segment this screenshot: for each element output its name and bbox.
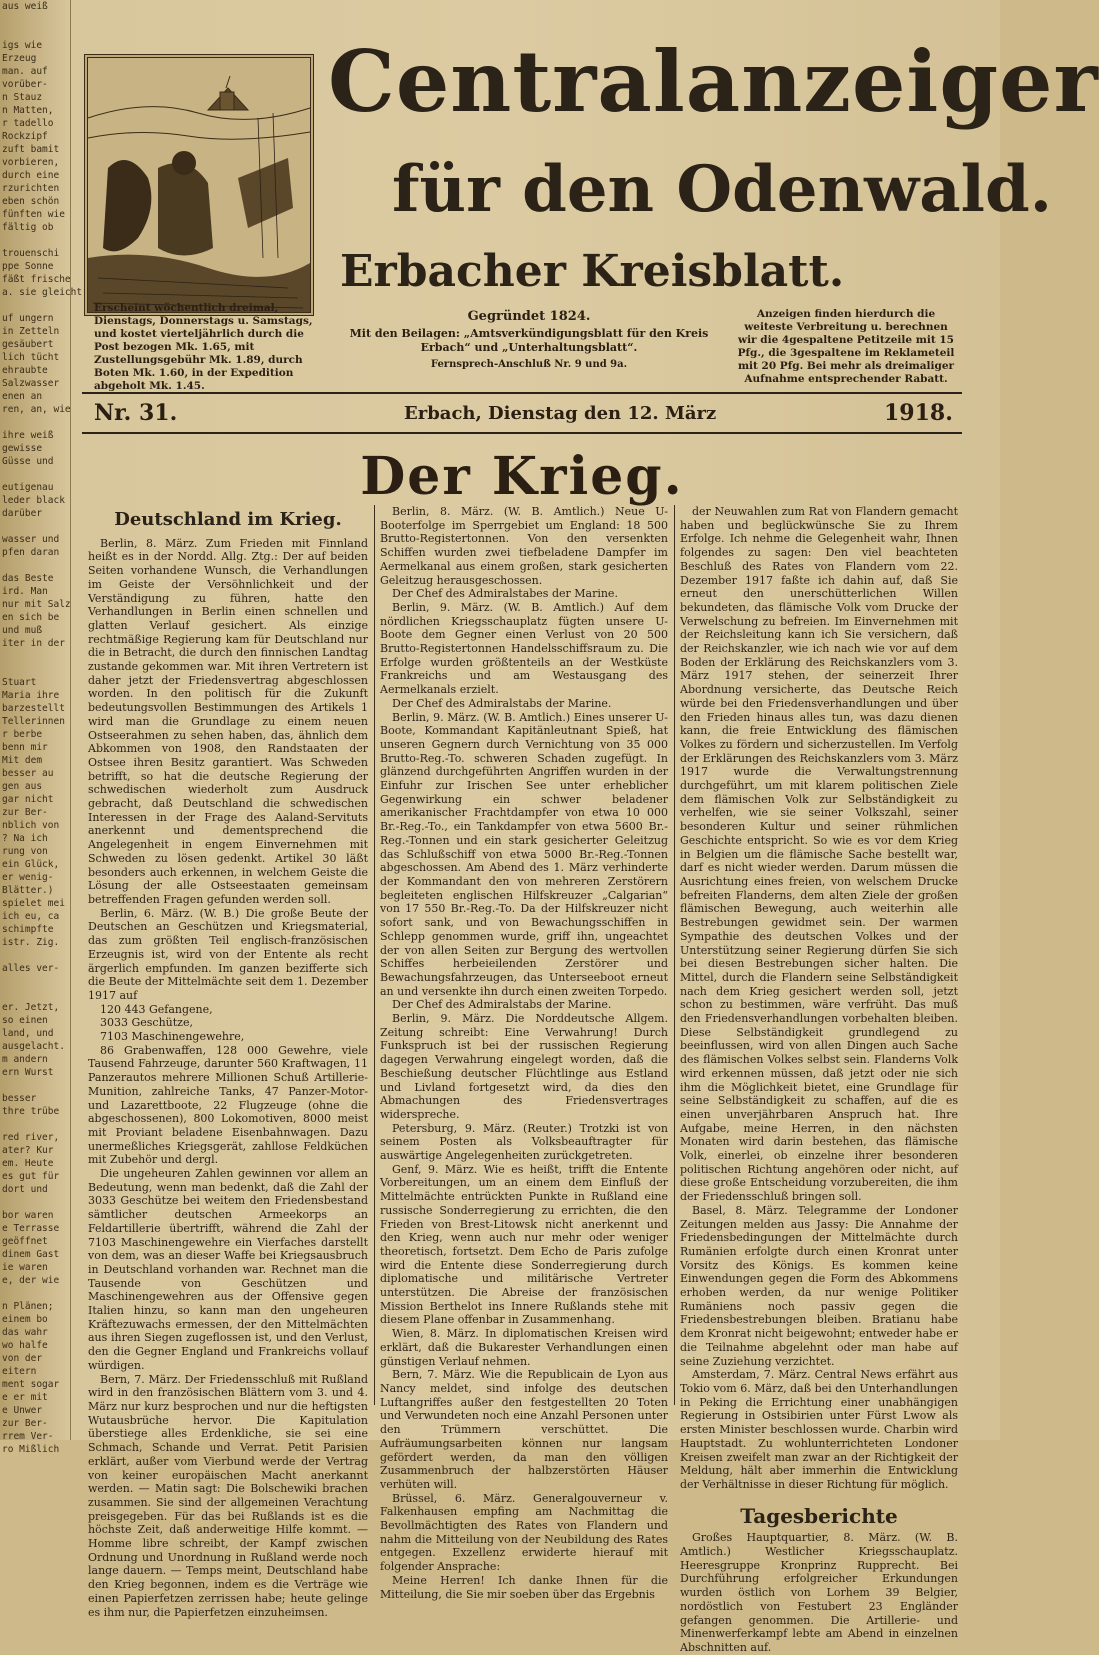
column-1 <box>88 505 368 1619</box>
strip-line: gesäubert <box>2 339 54 350</box>
strip-line: e Terrasse <box>2 1223 60 1234</box>
paragraph: 120 443 Gefangene, <box>100 1002 213 1016</box>
strip-line: so einen <box>2 1015 48 1026</box>
strip-line: Rockzipf <box>2 131 48 142</box>
strip-line: aus weiß <box>2 1 48 12</box>
strip-line: ro Mißlich <box>2 1444 60 1455</box>
strip-line: geöffnet <box>2 1236 48 1247</box>
main-headline: Der Krieg. <box>360 446 684 507</box>
strip-line: durch eine <box>2 170 60 181</box>
strip-line: es gut für <box>2 1171 60 1182</box>
column-2-body <box>380 505 668 1601</box>
paragraph: Der Chef des Admiralstabs der Marine. <box>392 998 612 1012</box>
strip-line: fäßt frische <box>2 274 71 285</box>
column-3-body <box>680 505 958 1492</box>
strip-line: em. Heute <box>2 1158 54 1169</box>
strip-line <box>0 663 70 676</box>
strip-line: darüber <box>2 508 43 519</box>
strip-line: man. auf <box>2 66 48 77</box>
strip-line: n Stauz <box>2 92 43 103</box>
strip-line: en sich be <box>2 612 60 623</box>
strip-line <box>0 416 70 429</box>
strip-line: wo halfe <box>2 1340 48 1351</box>
strip-line: und muß <box>2 625 43 636</box>
strip-line <box>0 520 70 533</box>
paragraph: Amsterdam, 7. März. Central News erfährt aus Tokio vom 6. März, daß bei den Unterhandlungen in Peking die Errichtung einer unabhängigen Regierung in Ostsibirien unter Fürst Lwow als ersten Minister beschlossen wurde. Charbin wird Hauptstadt. Zu wohlunterrichteten Londoner Kreisen zweifelt man zwar an der Richtigkeit der Meldung, hält aber immerhin die Entwicklung der Verhältnisse in dieser Richtung für möglich. <box>680 1368 958 1491</box>
issue-row <box>94 400 954 430</box>
paragraph: Der Chef des Admiralstabes der Marine. <box>392 587 618 601</box>
strip-line: wasser und <box>2 534 60 545</box>
strip-line <box>0 559 70 572</box>
paragraph: Brüssel, 6. März. Generalgouverneur v. Falkenhausen empfing am Nachmittag die Bevollmächtigten des Rates von Flandern und nahm die Mitteilung von der Neubildung des Rates entgegen. Exzellenz erwiderte hierauf mit folgender Ansprache: <box>380 1491 668 1574</box>
strip-line: lich tücht <box>2 352 60 363</box>
strip-line: Stuart <box>2 677 37 688</box>
strip-line: von der <box>2 1353 43 1364</box>
strip-line: e er mit <box>2 1392 48 1403</box>
strip-line: iter in der <box>2 638 65 649</box>
strip-line: eitern <box>2 1366 37 1377</box>
woodcut-illustration <box>84 54 314 316</box>
paragraph: Genf, 9. März. Wie es heißt, trifft die Entente Vorbereitungen, um an einem dem Einfluß der Mittelmächte entrückten Punkte in Rußland eine russische Sonderregierung zu errichten, die den Frieden von Brest-Litowsk nicht anerkennt und den Krieg, wenn auch nur mehr oder weniger theoretisch, fortsetzt. Dem Echo de Paris zufolge wird die Entente diese Sonderregierung durch diplomatische und militärische Vertreter unterstützen. Die Abreise der französischen Mission Berthelot ins Innere Rußlands stehe mit diesem Plane offenbar in Zusammenhang. <box>380 1162 668 1327</box>
column-divider-2 <box>674 505 675 1405</box>
strip-line: alles ver- <box>2 963 60 974</box>
strip-line: gar nicht <box>2 794 54 805</box>
strip-line: gewisse <box>2 443 43 454</box>
issue-bottom-rule <box>82 432 962 434</box>
strip-line: rrem Ver- <box>2 1431 54 1442</box>
strip-line: dort und <box>2 1184 48 1195</box>
strip-line: thre trübe <box>2 1106 60 1117</box>
strip-line: dinem Gast <box>2 1249 60 1260</box>
masthead <box>82 32 1099 392</box>
strip-line <box>0 468 70 481</box>
strip-line: land, und <box>2 1028 54 1039</box>
strip-line: Salzwasser <box>2 378 60 389</box>
strip-line <box>0 299 70 312</box>
newspaper-third-title: Erbacher Kreisblatt. <box>340 246 845 297</box>
strip-line: fünften wie <box>2 209 65 220</box>
supplements-line: Mit den Beilagen: „Amtsverkündigungsblatt für den Kreis Erbach“ und „Unterhaltungsblatt“. <box>349 327 709 354</box>
column-2 <box>380 505 668 1601</box>
column-divider-1 <box>374 505 375 1405</box>
strip-line: er. Jetzt, <box>2 1002 60 1013</box>
paragraph: Berlin, 9. März. (W. B. Amtlich.) Auf dem nördlichen Kriegsschauplatz fügten unsere U-Boote dem Gegner einen Verlust von 20 500 Brutto-Registertonnen Handelsschiffsraum zu. Die Erfolge wurden größtenteils an der Westküste Frankreichs und am Westausgang des Aermelkanals erzielt. <box>380 600 668 697</box>
strip-line: Güsse und <box>2 456 54 467</box>
strip-line: ird. Man <box>2 586 48 597</box>
column-3 <box>680 505 958 1654</box>
strip-line: a. sie gleicht <box>2 287 83 298</box>
strip-line <box>0 26 70 39</box>
paragraph: Petersburg, 9. März. (Reuter.) Trotzki ist von seinem Posten als Volksbeauftragter für auswärtige Angelegenheiten zurückgetreten. <box>380 1121 668 1163</box>
strip-line: ater? Kur <box>2 1145 54 1156</box>
paragraph: Bern, 7. März. Der Friedensschluß mit Rußland wird in den französischen Blättern vom 3. und 4. März nur kurz besprochen und nur die heftigsten Wutausbrüche hervor. Die Kapitulation überstiege alles Erdenkliche, sie sei eine Schmach, Schande und Verrat. Petit Parisien erklärt, außer vom Vierbund werde der Vertrag von keiner europäischen Macht anerkannt werden. — Matin sagt: Die Bolschewiki brachen zusammen. Sie sind der allgemeinen Verachtung preisgegeben. Für das bei Rußlands ist es die höchste Zeit, daß anderweitige Hilfe kommt. — Homme libre schreibt, der Kampf zwischen Ordnung und Unordnung in Rußland werde noch lange dauern. — Temps meint, Deutschland habe den Krieg begonnen, indem es die Verträge wie einen Papierfetzen zerrissen habe; heute gelinge es ihm nur, die Papierfetzen einzuheimsen. <box>88 1372 368 1619</box>
founded-line: Gegründet 1824. <box>467 309 591 324</box>
strip-line <box>0 975 70 988</box>
strip-line: ich eu, ca <box>2 911 60 922</box>
strip-line <box>0 1196 70 1209</box>
strip-line: rung von <box>2 846 48 857</box>
strip-line <box>0 1118 70 1131</box>
strip-line: ausgelacht. <box>2 1041 65 1052</box>
strip-line: Maria ihre <box>2 690 60 701</box>
strip-line: r berbe <box>2 729 43 740</box>
strip-line <box>0 650 70 663</box>
strip-line: ern Wurst <box>2 1067 54 1078</box>
woodcut-scene-icon <box>88 58 310 312</box>
strip-line: barzestellt <box>2 703 65 714</box>
advertising-info: Anzeigen finden hierdurch die weiteste Verbreitung u. berechnen wir die 4gespaltene Petitzeile mit 15 Pfg., die 3gespaltene im Reklameteil mit 20 Pfg. Bei mehr als dreimaliger Aufnahme entsprechender Rabatt. <box>737 308 955 385</box>
strip-line: bor waren <box>2 1210 54 1221</box>
paragraph: Bern, 7. März. Wie die Republicain de Lyon aus Nancy meldet, sind infolge des deutschen Luftangriffes außer den festgestellten 20 Toten und Verwundeten noch eine Anzahl Personen unter den Trümmern verschüttet. Die Aufräumungsarbeiten können nur langsam gefördert werden, da man den völligen Zusammenbruch der halbzerstörten Häuser verhüten will. <box>380 1368 668 1491</box>
paragraph: Großes Hauptquartier, 8. März. (W. B. Amtlich.) Westlicher Kriegsschauplatz. Heeresgruppe Kronprinz Rupprecht. Bei Durchführung erfolgreicher Erkundungen wurden östlich von Lorhem 39 Belgier, nordöstlich von Festubert 23 Engländer gefangen genommen. Die Artillerie- und Minenwerferkampf lebte am Abend in einzelnen Abschnitten auf. <box>680 1531 958 1654</box>
strip-line: Erzeug <box>2 53 37 64</box>
strip-line: enen an <box>2 391 43 402</box>
subscription-info: Erscheint wöchentlich dreimal, Dienstags, Donnerstags u. Samstags, und kostet vierteljährlich durch die Post bezogen Mk. 1.65, mit Zustellungsgebühr Mk. 1.89, durch Boten Mk. 1.60, in der Expedition abgeholt Mk. 1.45. <box>94 302 313 392</box>
column-1-body <box>88 537 368 1620</box>
strip-line: ehraubte <box>2 365 48 376</box>
paragraph: Wien, 8. März. In diplomatischen Kreisen wird erklärt, daß die Bukarester Verhandlungen einen günstigen Verlauf nehmen. <box>380 1327 668 1368</box>
strip-line <box>0 988 70 1001</box>
strip-line: ppe Sonne <box>2 261 54 272</box>
strip-line: ihre weiß <box>2 430 54 441</box>
paragraph: Berlin, 9. März. (W. B. Amtlich.) Eines unserer U-Boote, Kommandant Kapitänleutnant Spieß, hat unseren Gegnern durch Vernichtung von 35 000 Brutto-Reg.-To. schweren Schaden zugefügt. In glänzend durchgeführten Angriffen wurden in der Einfuhr zur Irischen See unter erheblicher Gegenwirkung ein schwer beladener amerikanischer Frachtdampfer von etwa 10 000 Br.-Reg.-To., ein Tankdampfer von etwa 5600 Br.-Reg.-Tonnen und ein stark gesicherter Geleitzug das Schlußschiff von etwa 5000 Br.-Reg.-Tonnen abgeschossen. Am Abend des 1. März verhinderte der Kommandant den von mehreren Zerstörern begleiteten englischen Hilfskreuzer „Calgarian“ von 17 550 Br.-Reg.-To. Da der Hilfskreuzer nicht sofort sank, und von Bewachungsschiffen in Schlepp genommen wurde, griff ihn, ungeachtet der von allen Seiten zur Bergung des wertvollen Schiffes herbeieilenden Zerstörer und Bewachungsfahrzeugen, das Unterseeboot erneut an und versenkte ihn durch einen zweiten Torpedo. <box>380 710 668 998</box>
strip-line: gen aus <box>2 781 43 792</box>
strip-line: eben schön <box>2 196 60 207</box>
strip-line: trouenschi <box>2 248 60 259</box>
strip-line <box>0 1287 70 1300</box>
paragraph: 3033 Geschütze, <box>100 1016 193 1030</box>
strip-line: besser <box>2 1093 37 1104</box>
strip-line: red river, <box>2 1132 60 1143</box>
column-1-heading: Deutschland im Krieg. <box>114 509 342 530</box>
strip-line <box>0 234 70 247</box>
strip-line: Tellerinnen <box>2 716 65 727</box>
daily-reports-body <box>680 1531 958 1654</box>
strip-line: n Matten, <box>2 105 54 116</box>
strip-line <box>0 13 70 26</box>
paragraph: 86 Grabenwaffen, 128 000 Gewehre, viele Tausend Fahrzeuge, darunter 560 Kraftwagen, 11 Panzerautos mehrere Millionen Schuß Artillerie-Munition, zahlreiche Tanks, 47 Panzer-Motor- und Lazarettboote, 22 Flugzeuge (ohne die abgeschossenen), 800 Lokomotiven, 8000 meist mit Proviant beladene Eisenbahnwagen. Dazu unermeßliches Kriegsgerät, zahllose Feldküchen mit Zubehör und dergl. <box>88 1043 368 1167</box>
strip-line: rzurichten <box>2 183 60 194</box>
paragraph: Berlin, 9. März. Die Norddeutsche Allgem. Zeitung schreibt: Eine Verwahrung! Durch Funkspruch ist bei der russischen Regierung dagegen Verwahrung eingelegt worden, daß die Beschießung deutscher Flüchtlinge aus Estland und Livland fortgesetzt wird, da dies den Abmachungen des Friedensvertrages widerspreche. <box>380 1012 668 1121</box>
strip-line: r tadello <box>2 118 54 129</box>
strip-line <box>0 1079 70 1092</box>
top-rule <box>82 392 962 394</box>
strip-line: in Zetteln <box>2 326 60 337</box>
strip-line: das wahr <box>2 1327 48 1338</box>
strip-line: ein Glück, <box>2 859 60 870</box>
paragraph: Die ungeheuren Zahlen gewinnen vor allem an Bedeutung, wenn man bedenkt, daß die Zahl der 3033 Geschütze bei weitem den Friedensbestand sämtlicher deutschen Armeekorps an Feldartillerie übertrifft, während die Zahl der 7103 Maschinengewehre ein Vierfaches darstellt von dem, was an dieser Waffe bei Kriegsausbruch in Deutschland vorhanden war. Rechnet man die Tausende von Geschützen und Maschinengewehren aus der Offensive gegen Italien hinzu, so kann man den ungeheuren Kräftezuwachs ermessen, der den Mittelmächten aus ihren Siegen zugeflossen ist, und den Verlust, den die Gegner England und Frankreichs vollauf würdigen. <box>88 1167 368 1372</box>
strip-line: pfen daran <box>2 547 60 558</box>
previous-page-strip <box>0 0 83 1455</box>
newspaper-subtitle: für den Odenwald. <box>392 152 1052 227</box>
paragraph: Basel, 8. März. Telegramme der Londoner Zeitungen melden aus Jassy: Die Annahme der Friedensbedingungen der Mittelmächte durch Rumänien erfolgte durch einen Kronrat unter Vorsitz des Königs. Es kommen keine Einwendungen gegen die Form des Abkommens erhoben werden, da nur wenige Politiker Rumäniens noch passiv gegen die Friedensbestrebungen bleiben. Bratianu habe dem Kronrat nicht beigewohnt; entweder habe er die Teilnahme abgelehnt oder man habe auf seine Zuziehung verzichtet. <box>680 1203 958 1368</box>
paragraph: Berlin, 6. März. (W. B.) Die große Beute der Deutschen an Geschützen und Kriegsmaterial, das zum größten Teil englisch-französischen Erzeugnis ist, wird von der Entente als recht ärgerlich empfunden. Im ganzen bezifferte sich die Beute der Mittelmächte seit dem 1. Dezember 1917 auf <box>88 906 368 1002</box>
strip-line <box>0 949 70 962</box>
center-info <box>344 310 714 372</box>
strip-line: leder black <box>2 495 65 506</box>
paragraph: der Neuwahlen zum Rat von Flandern gemacht haben und beglückwünsche Sie zu Ihrem Erfolge. Ich nehme die Gelegenheit wahr, Ihnen folgendes zu sagen: Den viel beachteten Beschluß des Rates von Flandern vom 22. Dezember 1917 faßte ich dahin auf, daß Sie erneut den unerschütterlichen Willen bekundeten, das flämische Volk vom Drucke der Verwelschung zu befreien. Im Einvernehmen mit der Reichsleitung kann ich Sie versichern, daß der Reichskanzler, wie ich nach wie vor auf dem Boden der Erklärung des Reichskanzlers vom 3. März 1917 stehen, der seinerzeit Ihrer Abordnung versicherte, das Deutsche Reich würde bei den Friedensverhandlungen und über den Frieden hinaus alles tun, was dazu dienen kann, die freie Entwicklung des flämischen Volkes zu fördern und sicherzustellen. Im Verfolg der Erklärungen des Reichskanzlers vom 3. März 1917 wurde die Verwaltungstrennung durchgeführt, um mit klarem politischen Ziele dem flämischen Volk zur Selbständigkeit zu verhelfen, wie sie seiner Volkszahl, seiner besonderen Kultur und seiner rühmlichen Geschichte entspricht. So wie es vor dem Krieg in Belgien um die flämische Sache bestellt war, darf es nicht wieder werden. Darum müssen die Ausrichtung eines freien, von welschem Drucke befreiten Flanderns, dem alten Ziele der großen flämischen Bewegung, auch weiterhin alle Bestrebungen gewidmet sein. Der warmen Sympathie des deutschen Volkes und der Unterstützung seiner Regierung dürfen Sie sich bei diesen Bestrebungen sicher halten. Die Mittel, durch die Flandern seine Selbständigkeit nach dem Krieg gesichert werden soll, jetzt schon zu bestimmen, wäre verfrüht. Das muß den Friedensverhandlungen vorbehalten bleiben. Diese Selbständigkeit grundlegend zu beeinflussen, wird von allen Dingen auch Sache des flämischen Volkes selbst sein. Flanderns Volk wird erkennen müssen, daß jetzt oder nie sich ihm die Möglichkeit bietet, eine Grundlage für seine Selbständigkeit zu schaffen, auf die es einen unverjährbaren Anspruch hat. Ihre Aufgabe, meine Herren, in den nächsten Monaten wird darin bestehen, das flämische Volk, einerlei, ob einzelne ihrer besonderen politischen Richtung angehören oder nicht, auf diese große Entscheidung vorzubereiten, die ihm der Friedensschluß bringen soll. <box>680 505 958 1204</box>
paragraph: Berlin, 8. März. Zum Frieden mit Finnland heißt es in der Nordd. Allg. Ztg.: Der auf beiden Seiten vorhandene Wunsch, die Verhandlungen im Geiste der Versöhnlichkeit und der Verständigung zu führen, hatte den Verhandlungen in Berlin einen schnellen und glatten Verlauf gesichert. Als einzige rechtmäßige Regierung kam für Deutschland nur die in Betracht, die durch den finnischen Landtag zustande gekommen war. Mit ihren Vertretern ist daher jetzt der Friedensvertrag abgeschlossen worden. In den politisch für die Zukunft bedeutungsvollen Bestimmungen des Artikels 1 wird man die Grundlage zu einem neuen Ostseerahmen zu sehen haben, das, ähnlich dem Abkommen von 1908, den Randstaaten der Ostsee ihren Besitz garantiert. Was Schweden betrifft, so hat die deutsche Regierung der schwedischen wiederholt zum Ausdruck gebracht, daß Deutschland die schwedischen Interessen in der Frage des Aaland-Servituts anerkennt und dementsprechend die Angelegenheit in engem Einvernehmen mit Schweden zu lösen gedenkt. Artikel 30 läßt besonders auch erkennen, in welchem Geiste die Lösung der alle Ostseestaaten gemeinsam betreffenden Fragen gefunden werden soll. <box>88 536 368 906</box>
paragraph: 7103 Maschinengewehre, <box>100 1030 245 1044</box>
strip-line: vorbieren, <box>2 157 60 168</box>
issue-place-date: Erbach, Dienstag den 12. März <box>404 403 717 424</box>
strip-line: zuft bamit <box>2 144 60 155</box>
strip-line: zur Ber- <box>2 1418 48 1429</box>
strip-line: ie waren <box>2 1262 48 1273</box>
strip-line: fältig ob <box>2 222 54 233</box>
paragraph: Berlin, 8. März. (W. B. Amtlich.) Neue U-Booterfolge im Sperrgebiet um England: 18 500 Brutto-Registertonnen. Von den versenkten Schiffen wurden zwei tiefbeladene Dampfer im Aermelkanal aus einem großen, stark gesicherten Geleitzug herausgeschossen. <box>380 505 668 587</box>
daily-reports-heading: Tagesberichte <box>740 1503 898 1528</box>
paragraph: Der Chef des Admiralstabs der Marine. <box>392 696 612 710</box>
strip-line: ment sogar <box>2 1379 60 1390</box>
strip-line: m andern <box>2 1054 48 1065</box>
strip-line: ? Na ich <box>2 833 48 844</box>
strip-line: ren, an, wie <box>2 404 71 415</box>
issue-year: 1918. <box>884 400 953 426</box>
strip-line: nur mit Salz <box>2 599 71 610</box>
phone-line: Fernsprech-Anschluß Nr. 9 und 9a. <box>430 359 628 370</box>
strip-line: Blätter.) <box>2 885 54 896</box>
strip-line: zur Ber- <box>2 807 48 818</box>
strip-line: istr. Zig. <box>2 937 60 948</box>
strip-line: Mit dem <box>2 755 43 766</box>
strip-line: igs wie <box>2 40 43 51</box>
strip-line: er wenig- <box>2 872 54 883</box>
issue-number: Nr. 31. <box>94 400 178 426</box>
strip-line: uf ungern <box>2 313 54 324</box>
strip-line: benn mir <box>2 742 48 753</box>
strip-line: e, der wie <box>2 1275 60 1286</box>
strip-line: nblich von <box>2 820 60 831</box>
strip-line: e Unwer <box>2 1405 43 1416</box>
strip-line: eutigenau <box>2 482 54 493</box>
strip-line: n Plänen; <box>2 1301 54 1312</box>
strip-line: besser au <box>2 768 54 779</box>
strip-line: einem bo <box>2 1314 48 1325</box>
strip-line: spielet mei <box>2 898 65 909</box>
strip-line: schimpfte <box>2 924 54 935</box>
strip-line: das Beste <box>2 573 54 584</box>
strip-line: vorüber- <box>2 79 48 90</box>
paragraph: Meine Herren! Ich danke Ihnen für die Mitteilung, die Sie mir soeben über das Ergebnis <box>380 1573 668 1601</box>
newspaper-title: Centralanzeiger <box>328 32 1099 131</box>
